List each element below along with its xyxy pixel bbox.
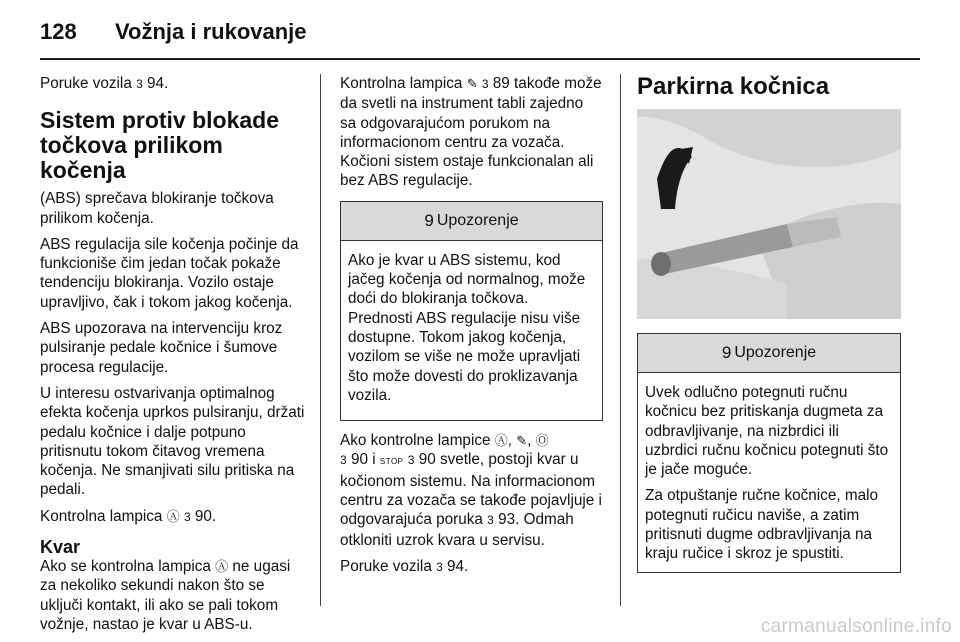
warning-icon: 9 (721, 343, 732, 363)
subheading-kvar: Kvar (40, 537, 81, 558)
abs-lamp-icon: Ⓐ (215, 559, 229, 575)
warning-header: 9 Upozorenje (638, 334, 900, 373)
reference-arrow-icon: 3 (340, 453, 347, 468)
column-divider (320, 74, 321, 606)
warning-header: 9 Upozorenje (341, 202, 602, 241)
paragraph: Poruke vozila 3 94. (40, 74, 306, 94)
abs-lamp-icon: Ⓐ (494, 433, 508, 449)
wrench-lamp-icon: ✎ (516, 433, 528, 449)
warning-icon: 9 (424, 211, 434, 231)
paragraph: ABS upozorava na intervenciju kroz pulsiranje pedale kočnice i šumove procesa regulacije. (40, 320, 283, 376)
stop-lamp-icon: STOP (379, 457, 404, 467)
paragraph: Kontrolna lampica ✎ 3 89 takođe može da svetli na instrument tabli zajedno sa odgovarajućom porukom na informacionom centru za vozača. Kočioni sistem ostaje funkcionalan ali bez ABS regulacije. (340, 75, 602, 190)
warning-body: Ako je kvar u ABS sistemu, kod jačeg kočenja od normalnog, može doći do blokiranja točkova. Prednosti ABS regulacije nisu više dostupne. Tokom jakog kočenja, vozilom se više ne može upravljati što može dovesti do proklizavanja vozila. (348, 251, 586, 404)
chapter-title: Vožnja i rukovanje (115, 19, 307, 44)
reference-arrow-icon: 3 (183, 509, 191, 524)
paragraph: Ako kontrolne lampice Ⓐ, ✎, Ⓞ 3 90 i STOP 3 90 svetle, postoji kvar u kočionom sistemu. Na informacionom centru za vozača se takođe pojavljuje i odgovarajuća poruka 3 93. Odmah otkloniti uzrok kvara u servisu. (340, 432, 602, 549)
reference-arrow-icon: 3 (481, 77, 489, 91)
column-1 (40, 74, 306, 641)
paragraph: Poruke vozila 3 94. (340, 557, 603, 577)
paragraph: U interesu ostvarivanja optimalnog efekta kočenja uprkos pulsiranju, držati pedalu kočnice i dalje potpuno pritisnutu tokom čitavog vremena kočenja. Ne smanjivati silu pritiska na pedali. (40, 384, 305, 499)
paragraph: Ako se kontrolna lampica Ⓐ ne ugasi za nekoliko sekundi nakon što se uključi kontakt, ili ako se pali tokom vožnje, nastao je kvar u ABS-u. (40, 558, 291, 633)
warning-box (637, 333, 901, 573)
abs-lamp-icon: Ⓐ (166, 508, 180, 524)
warning-box (340, 201, 603, 421)
column-3 (637, 74, 901, 583)
section-heading-parking-brake: Parkirna kočnica (637, 73, 830, 100)
reference-arrow-icon: 3 (136, 77, 143, 91)
column-2 (340, 74, 603, 584)
reference-arrow-icon: 3 (407, 453, 415, 468)
wrench-lamp-icon: ✎ (466, 76, 478, 91)
paragraph: ABS regulacija sile kočenja počinje da funkcioniše čim jedan točak pokaže tendenciju blokiranja. Vozilo ostaje upravljivo, čak i tokom jakog kočenja. (40, 235, 299, 311)
parking-brake-illustration (637, 109, 901, 319)
reference-arrow-icon: 3 (487, 513, 494, 528)
section-heading-abs: Sistem protiv blokade točkova prilikom kočenja (40, 107, 280, 184)
column-divider (620, 74, 621, 606)
paragraph: (ABS) sprečava blokiranje točkova prilikom kočenja. (40, 190, 274, 227)
warning-body: Uvek odlučno potegnuti ručnu kočnicu bez pritiskanja dugmeta za odbravljivanje, na nizbrdici ili uzbrdici ručnu kočnicu potegnuti što je jače moguće. Za otpuštanje ručne kočnice, malo potegnuti ručicu naviše, a zatim pritisnuti dugme odbravljivanja na kraju ručice i skroz je spustiti. (645, 384, 889, 563)
paragraph: Kontrolna lampica Ⓐ 3 90. (40, 507, 306, 527)
reference-arrow-icon: 3 (436, 559, 443, 574)
header-rule (40, 58, 920, 60)
brake-lamp-icon: Ⓞ (535, 433, 549, 449)
watermark: carmanualsonline.info (760, 616, 952, 637)
page-number: 128 (40, 19, 77, 44)
